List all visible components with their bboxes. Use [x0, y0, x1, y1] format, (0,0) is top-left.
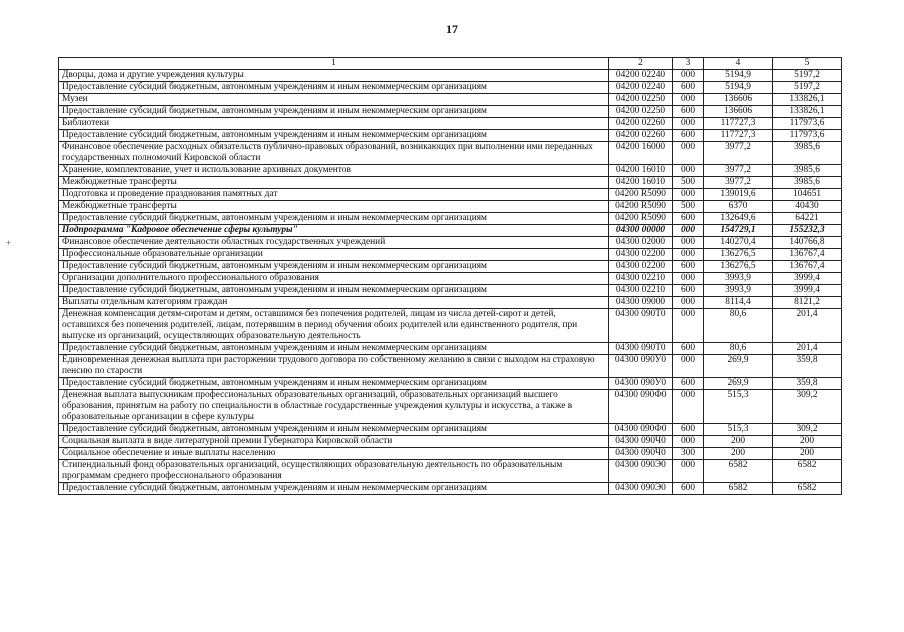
row-code-cell: 04300 02210 — [609, 273, 673, 285]
row-value-2-cell: 201,4 — [773, 343, 842, 355]
row-type-cell: 000 — [673, 70, 704, 82]
margin-mark: + — [6, 238, 12, 248]
row-code-cell: 04300 02000 — [609, 237, 673, 249]
table-row — [59, 483, 842, 495]
row-code-cell: 04300 090Т0 — [609, 309, 673, 343]
table-row — [59, 225, 842, 237]
row-code-cell: 04300 090Ч0 — [609, 448, 673, 460]
row-type-cell: 000 — [673, 355, 704, 378]
row-name-cell: Стипендиальный фонд образовательных организаций, осуществляющих образовательную деятельность по образовательным программам среднего профессионального образования — [59, 460, 609, 483]
row-code-cell: 04300 09000 — [609, 297, 673, 309]
row-code-cell: 04300 02200 — [609, 261, 673, 273]
table-row — [59, 213, 842, 225]
table-row — [59, 355, 842, 378]
row-type-cell: 000 — [673, 460, 704, 483]
row-code-cell: 04300 090У0 — [609, 355, 673, 378]
row-value-2-cell: 8121,2 — [773, 297, 842, 309]
row-value-1-cell: 3977,2 — [704, 142, 773, 165]
row-value-1-cell: 136276,5 — [704, 261, 773, 273]
row-value-2-cell: 200 — [773, 436, 842, 448]
row-value-2-cell: 136767,4 — [773, 249, 842, 261]
row-value-1-cell: 6582 — [704, 483, 773, 495]
row-type-cell: 000 — [673, 390, 704, 424]
row-name-cell: Межбюджетные трансферты — [59, 201, 609, 213]
row-value-2-cell: 136767,4 — [773, 261, 842, 273]
table-row — [59, 237, 842, 249]
row-type-cell: 000 — [673, 249, 704, 261]
row-name-cell: Предоставление субсидий бюджетным, автономным учреждениям и иным некоммерческим организациям — [59, 213, 609, 225]
row-code-cell: 04200 02240 — [609, 82, 673, 94]
table-row — [59, 189, 842, 201]
row-name-cell: Организации дополнительного профессионального образования — [59, 273, 609, 285]
table-row — [59, 261, 842, 273]
row-name-cell: Хранение, комплектование, учет и использование архивных документов — [59, 165, 609, 177]
row-name-cell: Библиотеки — [59, 118, 609, 130]
row-value-1-cell: 80,6 — [704, 343, 773, 355]
row-name-cell: Подготовка и проведение празднования памятных дат — [59, 189, 609, 201]
row-value-2-cell: 3985,6 — [773, 165, 842, 177]
table-row — [59, 309, 842, 343]
row-code-cell: 04200 R5090 — [609, 189, 673, 201]
row-name-cell: Выплаты отдельным категориям граждан — [59, 297, 609, 309]
row-value-1-cell: 515,3 — [704, 390, 773, 424]
row-value-1-cell: 140270,4 — [704, 237, 773, 249]
row-type-cell: 000 — [673, 273, 704, 285]
row-value-2-cell: 117973,6 — [773, 130, 842, 142]
row-value-2-cell: 3999,4 — [773, 285, 842, 297]
row-name-cell: Предоставление субсидий бюджетным, автономным учреждениям и иным некоммерческим организациям — [59, 285, 609, 297]
row-type-cell: 600 — [673, 261, 704, 273]
row-name-cell: Предоставление субсидий бюджетным, автономным учреждениям и иным некоммерческим организациям — [59, 343, 609, 355]
row-code-cell: 04300 02200 — [609, 249, 673, 261]
table-header-row — [59, 58, 842, 70]
row-value-1-cell: 515,3 — [704, 424, 773, 436]
row-value-2-cell: 133826,1 — [773, 94, 842, 106]
row-type-cell: 600 — [673, 213, 704, 225]
row-name-cell: Финансовое обеспечение расходных обязательств публично-правовых образований, возникающих при выполнении ими переданных государственных полномочий Кировской области — [59, 142, 609, 165]
row-value-1-cell: 80,6 — [704, 309, 773, 343]
header-cell-type: 3 — [673, 58, 704, 70]
row-value-1-cell: 5194,9 — [704, 70, 773, 82]
table-row — [59, 378, 842, 390]
row-value-1-cell: 136606 — [704, 94, 773, 106]
row-code-cell: 04300 090Э0 — [609, 483, 673, 495]
row-value-1-cell: 3993,9 — [704, 285, 773, 297]
header-cell-value-2: 5 — [773, 58, 842, 70]
page-number: 17 — [446, 22, 458, 36]
table-row — [59, 201, 842, 213]
row-type-cell: 600 — [673, 130, 704, 142]
row-name-cell: Социальная выплата в виде литературной премии Губернатора Кировской области — [59, 436, 609, 448]
row-type-cell: 600 — [673, 343, 704, 355]
row-value-2-cell: 201,4 — [773, 309, 842, 343]
row-type-cell: 000 — [673, 142, 704, 165]
header-cell-name: 1 — [59, 58, 609, 70]
row-value-1-cell: 3977,2 — [704, 177, 773, 189]
table-row — [59, 130, 842, 142]
row-code-cell: 04300 090Т0 — [609, 343, 673, 355]
row-code-cell: 04200 R5090 — [609, 201, 673, 213]
row-code-cell: 04200 16000 — [609, 142, 673, 165]
row-value-2-cell: 3999,4 — [773, 273, 842, 285]
row-type-cell: 600 — [673, 82, 704, 94]
row-value-2-cell: 6582 — [773, 483, 842, 495]
row-value-2-cell: 5197,2 — [773, 82, 842, 94]
row-value-2-cell: 359,8 — [773, 355, 842, 378]
row-value-1-cell: 200 — [704, 448, 773, 460]
row-type-cell: 000 — [673, 309, 704, 343]
row-name-cell: Денежная выплата выпускникам профессиональных образовательных организаций, образовательных организаций высшего образования, принятым на работу по специальности в областные государственные учреждения культуры и искусства, а также в образовательные организации в сфере культуры — [59, 390, 609, 424]
row-value-1-cell: 3993,9 — [704, 273, 773, 285]
row-name-cell: Предоставление субсидий бюджетным, автономным учреждениям и иным некоммерческим организациям — [59, 424, 609, 436]
row-value-1-cell: 139019,6 — [704, 189, 773, 201]
row-name-cell: Музеи — [59, 94, 609, 106]
table-row — [59, 390, 842, 424]
row-value-1-cell: 269,9 — [704, 378, 773, 390]
row-code-cell: 04300 02210 — [609, 285, 673, 297]
table-row — [59, 70, 842, 82]
table-row — [59, 177, 842, 189]
header-cell-code: 2 — [609, 58, 673, 70]
row-name-cell: Денежная компенсация детям-сиротам и детям, оставшимся без попечения родителей, лицам из числа детей-сирот и детей, оставшихся без попечения родителей, лицам, потерявшим в период обучения обоих родителей или единственного родителя, при выпуске из организаций, осуществляющих образовательную деятельность — [59, 309, 609, 343]
row-name-cell: Финансовое обеспечение деятельности областных государственных учреждений — [59, 237, 609, 249]
table-row — [59, 118, 842, 130]
row-value-2-cell: 309,2 — [773, 424, 842, 436]
row-name-cell: Предоставление субсидий бюджетным, автономным учреждениям и иным некоммерческим организациям — [59, 130, 609, 142]
row-value-2-cell: 3985,6 — [773, 177, 842, 189]
row-value-2-cell: 309,2 — [773, 390, 842, 424]
row-code-cell: 04200 02260 — [609, 118, 673, 130]
table-row — [59, 106, 842, 118]
table-row — [59, 436, 842, 448]
row-type-cell: 600 — [673, 285, 704, 297]
row-value-2-cell: 140766,8 — [773, 237, 842, 249]
row-value-2-cell: 3985,6 — [773, 142, 842, 165]
row-value-1-cell: 136276,5 — [704, 249, 773, 261]
row-name-cell: Профессиональные образовательные организации — [59, 249, 609, 261]
row-value-1-cell: 269,9 — [704, 355, 773, 378]
row-name-cell: Дворцы, дома и другие учреждения культуры — [59, 70, 609, 82]
row-type-cell: 600 — [673, 378, 704, 390]
row-code-cell: 04200 02250 — [609, 106, 673, 118]
row-type-cell: 000 — [673, 189, 704, 201]
row-value-1-cell: 6370 — [704, 201, 773, 213]
row-code-cell: 04300 00000 — [609, 225, 673, 237]
row-name-cell: Предоставление субсидий бюджетным, автономным учреждениям и иным некоммерческим организациям — [59, 261, 609, 273]
row-value-2-cell: 155232,3 — [773, 225, 842, 237]
row-value-1-cell: 117727,3 — [704, 118, 773, 130]
table-row — [59, 142, 842, 165]
row-value-1-cell: 200 — [704, 436, 773, 448]
row-value-2-cell: 117973,6 — [773, 118, 842, 130]
row-value-2-cell: 359,8 — [773, 378, 842, 390]
row-name-cell: Предоставление субсидий бюджетным, автономным учреждениям и иным некоммерческим организациям — [59, 82, 609, 94]
row-type-cell: 600 — [673, 424, 704, 436]
row-value-1-cell: 154729,1 — [704, 225, 773, 237]
table-row — [59, 165, 842, 177]
table-row — [59, 249, 842, 261]
row-type-cell: 500 — [673, 177, 704, 189]
row-type-cell: 000 — [673, 237, 704, 249]
table-row — [59, 343, 842, 355]
budget-table — [58, 57, 842, 495]
table-row — [59, 448, 842, 460]
row-type-cell: 600 — [673, 106, 704, 118]
row-value-1-cell: 132649,6 — [704, 213, 773, 225]
table-row — [59, 273, 842, 285]
table-row — [59, 460, 842, 483]
row-code-cell: 04300 090Ф0 — [609, 390, 673, 424]
row-value-2-cell: 40430 — [773, 201, 842, 213]
row-code-cell: 04200 16010 — [609, 165, 673, 177]
row-type-cell: 500 — [673, 201, 704, 213]
row-value-1-cell: 6582 — [704, 460, 773, 483]
table-row — [59, 424, 842, 436]
row-type-cell: 000 — [673, 94, 704, 106]
table-row — [59, 297, 842, 309]
row-value-1-cell: 3977,2 — [704, 165, 773, 177]
row-value-2-cell: 133826,1 — [773, 106, 842, 118]
row-type-cell: 300 — [673, 448, 704, 460]
row-code-cell: 04300 090У0 — [609, 378, 673, 390]
row-code-cell: 04300 090Ф0 — [609, 424, 673, 436]
row-name-cell: Межбюджетные трансферты — [59, 177, 609, 189]
row-type-cell: 000 — [673, 297, 704, 309]
row-value-1-cell: 136606 — [704, 106, 773, 118]
table-row — [59, 94, 842, 106]
row-type-cell: 000 — [673, 165, 704, 177]
row-code-cell: 04300 090Ч0 — [609, 436, 673, 448]
row-name-cell: Предоставление субсидий бюджетным, автономным учреждениям и иным некоммерческим организациям — [59, 106, 609, 118]
budget-table-body — [59, 58, 842, 495]
row-value-1-cell: 8114,4 — [704, 297, 773, 309]
row-code-cell: 04200 16010 — [609, 177, 673, 189]
row-type-cell: 000 — [673, 118, 704, 130]
row-value-2-cell: 64221 — [773, 213, 842, 225]
table-row — [59, 82, 842, 94]
row-code-cell: 04200 R5090 — [609, 213, 673, 225]
row-value-2-cell: 6582 — [773, 460, 842, 483]
row-code-cell: 04200 02250 — [609, 94, 673, 106]
row-type-cell: 000 — [673, 225, 704, 237]
row-name-cell: Социальное обеспечение и иные выплаты населению — [59, 448, 609, 460]
row-type-cell: 600 — [673, 483, 704, 495]
row-value-1-cell: 117727,3 — [704, 130, 773, 142]
row-name-cell: Предоставление субсидий бюджетным, автономным учреждениям и иным некоммерческим организациям — [59, 483, 609, 495]
table-row — [59, 285, 842, 297]
row-value-2-cell: 5197,2 — [773, 70, 842, 82]
row-value-2-cell: 200 — [773, 448, 842, 460]
row-value-1-cell: 5194,9 — [704, 82, 773, 94]
row-name-cell: Предоставление субсидий бюджетным, автономным учреждениям и иным некоммерческим организациям — [59, 378, 609, 390]
row-code-cell: 04200 02240 — [609, 70, 673, 82]
row-name-cell: Единовременная денежная выплата при расторжении трудового договора по собственному желанию в связи с выходом на страховую пенсию по старости — [59, 355, 609, 378]
header-cell-value-1: 4 — [704, 58, 773, 70]
row-code-cell: 04200 02260 — [609, 130, 673, 142]
row-type-cell: 000 — [673, 436, 704, 448]
row-code-cell: 04300 090Э0 — [609, 460, 673, 483]
row-value-2-cell: 104651 — [773, 189, 842, 201]
row-name-cell: Подпрограмма "Кадровое обеспечение сферы культуры" — [59, 225, 609, 237]
